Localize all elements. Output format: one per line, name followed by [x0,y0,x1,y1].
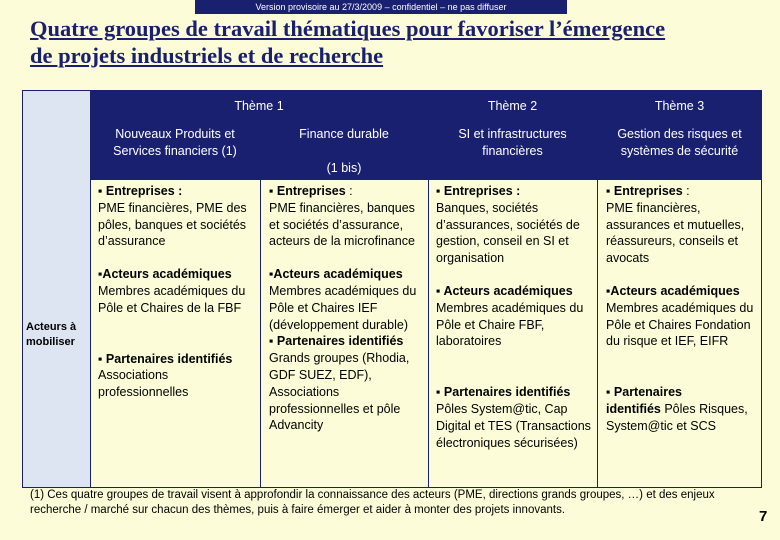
grid-line [22,90,762,91]
subheader-si-infrastructures: SI et infrastructures financières [428,122,597,180]
col1-partenaires-text: Associations professionnelles [98,368,189,400]
col1-entreprises-text: PME financières, PME des pôles, banques et sociétés d’assurance [98,200,247,249]
col3-partenaires-text: Pôles System@tic, Cap Digital et TES (Transactions électroniques sécurisées) [436,401,591,450]
col4-entreprises-colon: : [682,184,690,198]
col4-acad-title: ▪Acteurs académiques [606,283,740,298]
subheader-nouveaux-produits: Nouveaux Produits et Services financiers (1) [90,122,260,180]
col3-partenaires-title: ▪ Partenaires identifiés [436,385,571,400]
col4-partenaires-title-b: identifiés [606,401,661,416]
col3-acad-text: Membres académiques du Pôle et Chaire FBF, laboratoires [436,300,584,349]
col2-acad-text: Membres académiques du Pôle et Chaires IEF (développement durable) [269,283,417,332]
cell-theme3 [602,183,762,485]
subheader-finance-durable-note: (1 bis) [326,160,362,175]
title-line-2: de projets industriels et de recherche [30,43,384,68]
col2-entreprises-text: PME financières, banques et sociétés d’assurance, acteurs de la microfinance [269,200,415,249]
col2-partenaires-title: ▪ Partenaires identifiés [269,334,404,349]
col1-acad-title: ▪Acteurs académiques [98,267,232,282]
col3-acad-title: ▪ Acteurs académiques [436,283,573,298]
subheader-finance-durable [260,122,428,180]
grid-line [597,90,598,488]
row-label-column [22,90,90,488]
grid-line [761,90,762,488]
theme1-header: Thème 1 [90,90,428,122]
row-label-acteurs: Acteurs à mobiliser [26,321,77,348]
page-title [30,15,770,69]
col4-partenaires-text: Pôles Risques, System@tic et SCS [606,401,748,433]
col4-entreprises-title: ▪ Entreprises [606,184,683,198]
page-number: 7 [759,508,768,525]
col2-acad-title: ▪Acteurs académiques [269,267,403,282]
theme2-header: Thème 2 [428,90,597,122]
col3-entreprises-text: Banques, sociétés d’assurances, sociétés de gestion, conseil en SI et organisation [436,200,580,266]
confidential-banner: Version provisoire au 27/3/2009 – confidentiel – ne pas diffuser [195,0,567,14]
col1-acad-text: Membres académiques du Pôle et Chaires de la FBF [98,283,246,315]
subheader-gestion-risques: Gestion des risques et systèmes de sécurité [597,122,762,180]
col4-entreprises-text: PME financières, assurances et mutuelles, réassureurs, conseils et avocats [606,200,745,266]
working-groups-table [22,90,762,488]
cell-theme1-col1 [94,183,260,485]
grid-line [428,90,429,488]
grid-line [260,122,261,488]
col1-partenaires-title: ▪ Partenaires identifiés [98,351,233,366]
col2-partenaires-text: Grands groupes (Rhodia, GDF SUEZ, EDF), Associations professionnelles et pôle Advancity [269,351,410,433]
grid-line [90,90,91,488]
col2-entreprises-title: ▪ Entreprises [269,184,346,198]
footnote: (1) Ces quatre groupes de travail visent à approfondir la connaissance des acteurs (PME, directions grands groupes, …) et des enjeux recherche / marché sur chacun des thèmes, puis à faire émerger et aider à monter des projets innovants. [30,489,715,516]
title-line-1: Quatre groupes de travail thématiques pour favoriser l’émergence [30,16,666,41]
cell-theme1-col2 [265,183,428,485]
grid-line [22,90,23,488]
col3-entreprises-title: ▪ Entreprises : [436,184,521,198]
col1-entreprises-title: ▪ Entreprises : [98,184,183,198]
col4-acad-text: Membres académiques du Pôle et Chaires Fondation du risque et IEF, EIFR [606,300,754,349]
cell-theme2 [432,183,597,485]
col4-partenaires-title: ▪ Partenaires [606,385,683,400]
theme3-header: Thème 3 [597,90,762,122]
col2-entreprises-colon: : [345,184,353,198]
subheader-finance-durable-title: Finance durable [299,127,389,141]
